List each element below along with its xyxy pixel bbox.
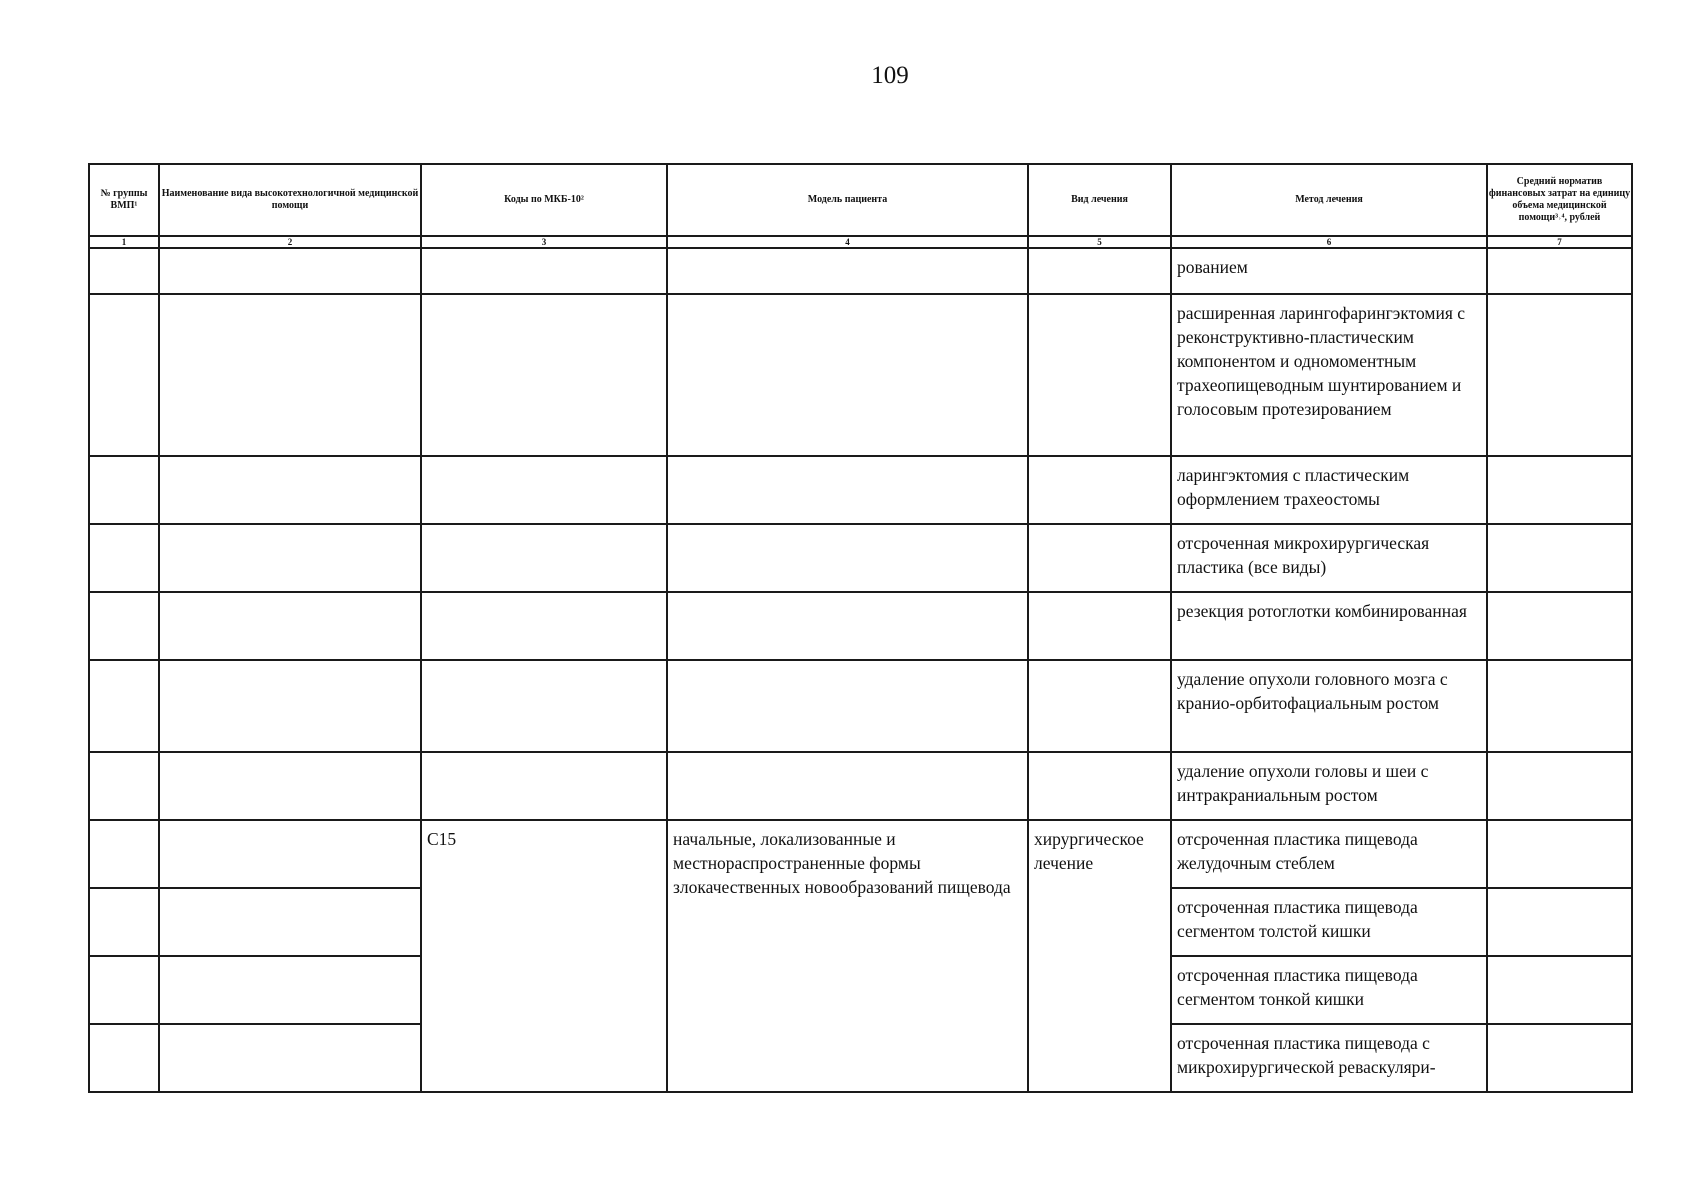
- column-number: 1: [89, 236, 159, 248]
- table-row: [89, 660, 1632, 752]
- table-row: [89, 248, 1632, 294]
- treatment-type-cell: хирургическое лечение: [1028, 820, 1171, 1092]
- treatment-method-cell: удаление опухоли головного мозга с кранио-орбитофациальным ростом: [1171, 660, 1487, 752]
- header-treatment-method: Метод лечения: [1171, 164, 1487, 236]
- column-number: 2: [159, 236, 421, 248]
- page-number: 109: [871, 62, 909, 89]
- header-patient-model: Модель пациента: [667, 164, 1028, 236]
- treatment-method-cell: отсроченная микрохирургическая пластика (все виды): [1171, 524, 1487, 592]
- table-row: [89, 524, 1632, 592]
- header-average-cost: Средний норматив финансовых затрат на единицу объема медицинской помощи³˒⁴, рублей: [1487, 164, 1632, 236]
- medical-care-table: [88, 163, 1633, 1093]
- table-row: [89, 456, 1632, 524]
- header-icd-codes: Коды по МКБ-10²: [421, 164, 667, 236]
- table-row: [89, 294, 1632, 456]
- treatment-method-cell: ларингэктомия с пластическим оформлением трахеостомы: [1171, 456, 1487, 524]
- treatment-method-cell: отсроченная пластика пищевода сегментом тонкой кишки: [1171, 956, 1487, 1024]
- table-row: [89, 820, 1632, 888]
- column-number: 3: [421, 236, 667, 248]
- column-number: 6: [1171, 236, 1487, 248]
- patient-model-cell: начальные, локализованные и местнораспространенные формы злокачественных новообразований пищевода: [667, 820, 1028, 1092]
- treatment-method-cell: удаление опухоли головы и шеи с интракраниальным ростом: [1171, 752, 1487, 820]
- column-number: 4: [667, 236, 1028, 248]
- treatment-method-cell: расширенная ларингофарингэктомия с реконструктивно-пластическим компонентом и одномоментным трахеопищеводным шунтированием и голосовым протезированием: [1171, 294, 1487, 456]
- column-number-row: [89, 236, 1632, 248]
- treatment-method-cell: отсроченная пластика пищевода с микрохирургической реваскуляри-: [1171, 1024, 1487, 1092]
- treatment-method-cell: резекция ротоглотки комбинированная: [1171, 592, 1487, 660]
- treatment-method-cell: отсроченная пластика пищевода сегментом толстой кишки: [1171, 888, 1487, 956]
- treatment-method-cell: рованием: [1171, 248, 1487, 294]
- table-row: [89, 592, 1632, 660]
- treatment-method-cell: отсроченная пластика пищевода желудочным стеблем: [1171, 820, 1487, 888]
- header-treatment-type: Вид лечения: [1028, 164, 1171, 236]
- column-number: 7: [1487, 236, 1632, 248]
- column-number: 5: [1028, 236, 1171, 248]
- table-row: [89, 752, 1632, 820]
- table-header-row: [89, 164, 1632, 236]
- icd-code-cell: C15: [421, 820, 667, 1092]
- header-group-number: № группы ВМП¹: [89, 164, 159, 236]
- header-care-type-name: Наименование вида высокотехнологичной медицинской помощи: [159, 164, 421, 236]
